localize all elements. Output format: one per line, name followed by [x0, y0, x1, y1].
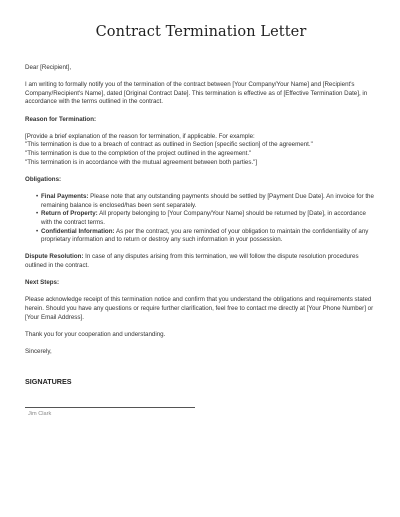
reason-example-2: "This termination is due to the completion of the project outlined in the agreement.": [25, 149, 252, 157]
obligation-confidential-info: [36, 227, 377, 245]
bullet-icon: •: [36, 192, 39, 200]
reason-example-3: "This termination is in accordance with the mutual agreement between both parties."]: [25, 158, 258, 166]
reason-heading: Reason for Termination:: [25, 115, 97, 123]
bullet-icon: •: [36, 227, 39, 235]
next-steps-paragraph: Please acknowledge receipt of this termination notice and confirm that you understand the obligations and requirements stated herein. Should you have any questions or require further clarification, feel free to contact me directly at [Your Phone Number] or [Your Email Address].: [25, 296, 374, 321]
obligations-list: [25, 193, 377, 245]
dispute-label: Dispute Resolution:: [25, 253, 84, 261]
obligation-label: Confidential Information:: [41, 227, 115, 235]
closing-line: Sincerely,: [25, 347, 52, 355]
obligation-label: Final Payments:: [41, 192, 89, 200]
letter-body: [25, 64, 377, 365]
reason-instruction: [Provide a brief explanation of the reason for termination, if applicable. For example:: [25, 132, 255, 140]
obligation-text: Please note that any outstanding payments should be settled by [Payment Due Date]. An invoice for the remaining balance is enclosed/has been sent separately.: [41, 192, 374, 209]
letter-title: Contract Termination Letter: [95, 24, 307, 40]
dispute-paragraph: [25, 253, 377, 270]
obligations-heading: Obligations:: [25, 175, 62, 183]
obligation-text: As per the contract, you are reminded of your obligation to maintain the confidentiality of any proprietary information and to return or destroy any such information in your possession.: [41, 227, 369, 244]
reason-block: [25, 133, 377, 167]
bullet-icon: •: [36, 210, 39, 218]
reason-example-1: "This termination is due to a breach of contract as outlined in Section [specific section] of the agreement.": [25, 141, 313, 149]
signature-line: [25, 407, 195, 408]
obligation-label: Return of Property:: [41, 210, 98, 218]
obligation-final-payments: [36, 192, 377, 210]
obligation-text: All property belonging to [Your Company/Your Name] should be returned by [Date], in accordance with the contract terms.: [41, 210, 366, 226]
signer-name: Jim Clark: [28, 411, 52, 417]
obligation-return-property: [36, 210, 377, 227]
dispute-text: In case of any disputes arising from this termination, we will follow the dispute resolution procedures outlined in the contract.: [25, 253, 359, 270]
signatures-heading: SIGNATURES: [25, 377, 72, 386]
thanks-line: Thank you for your cooperation and understanding.: [25, 330, 166, 338]
next-steps-heading: Next Steps:: [25, 279, 60, 287]
intro-paragraph: I am writing to formally notify you of the termination of the contract between [Your Company/Your Name] and [Recipient's Company/Recipient's Name], dated [Original Contract Date]. This termination is effective as of [Effective Termination Date], in accordance with the terms outlined in the contract.: [25, 81, 368, 106]
salutation: Dear [Recipient],: [25, 64, 72, 71]
